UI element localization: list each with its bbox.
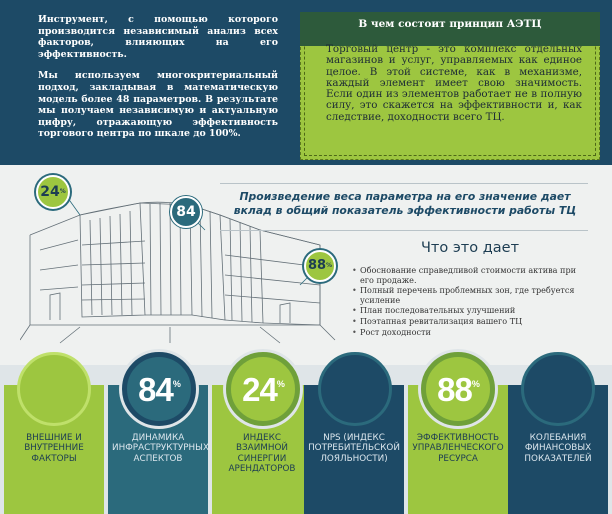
sketch-badge-88-value: 88 — [307, 258, 327, 273]
principle-text: Торговый центр - это комплекс отдельных магазинов и услуг, управляемых как единое целое. В этой системе, как в механизме, каждый элемент имеет свою значимость. Если один из элементов работает не в полную силу, это скажется на эффективности и, как следствие, доходности всего ТЦ. — [326, 43, 582, 123]
circle-management — [421, 352, 495, 426]
sketch-badge-88-unit: % — [326, 262, 333, 269]
sketch-badge-24-unit: % — [59, 188, 66, 195]
card-label: КОЛЕБАНИЯ ФИНАНСОВЫХ ПОКАЗАТЕЛЕЙ — [524, 433, 592, 464]
intro-text — [38, 14, 278, 150]
card-label: ИНДЕКС ВЗАИМНОЙ СИНЕРГИИ АРЕНДАТОРОВ — [228, 433, 296, 475]
card-label: ДИНАМИКА ИНФРАСТРУКТУРНЫХ АСПЕКТОВ — [112, 433, 209, 464]
circle-synergy-value: 24 — [242, 371, 277, 408]
circle-external-factors — [17, 352, 91, 426]
circle-infrastructure-value: 84 — [138, 371, 173, 408]
circle-synergy — [226, 352, 300, 426]
sketch-badge-24 — [36, 175, 70, 209]
circle-infrastructure-unit: % — [172, 379, 180, 389]
circle-financial — [521, 352, 595, 426]
intro-paragraph-2: Мы используем многокритериальный подход, закладывая в математическую модель более 48 параметров. В результате мы получаем независимую и актуальную цифру, отражающую эффективность торгового центра по шкале до 100%. — [38, 70, 278, 140]
circle-management-value: 88 — [437, 371, 472, 408]
intro-paragraph-1: Инструмент, с помощью которого производится независимый анализ всех факторов, влияющих на его эффективность. — [38, 14, 278, 60]
circle-synergy-unit: % — [276, 379, 284, 389]
card-label: ВНЕШНИЕ И ВНУТРЕННИЕ ФАКТОРЫ — [24, 433, 84, 464]
benefits-title: Что это дает — [420, 240, 520, 256]
card-label: NPS (ИНДЕКС ПОТРЕБИТЕЛЬСКОЙ ЛОЯЛЬНОСТИ) — [308, 433, 400, 464]
sketch-badge-84 — [170, 196, 202, 228]
card-label: ЭФФЕКТИВНОСТЬ УПРАВЛЕНЧЕСКОГО РЕСУРСА — [412, 433, 504, 464]
sketch-badge-84-value: 84 — [176, 204, 196, 220]
sketch-badge-88 — [304, 250, 336, 282]
benefit-item: • Поэтапная ревитализация вашего ТЦ — [352, 317, 592, 327]
circle-nps — [318, 352, 392, 426]
principle-title: В чем состоит принцип АЭТЦ — [358, 18, 542, 30]
benefit-item: • Полный перечень проблемных зон, где требуется усиление — [352, 286, 592, 305]
tagline: Произведение веса параметра на его значение дает вклад в общий показатель эффективности работы ТЦ — [233, 190, 577, 217]
benefit-item: • Рост доходности — [352, 328, 592, 338]
sketch-badge-24-value: 24 — [40, 184, 60, 200]
benefits-list — [352, 266, 592, 338]
circle-infrastructure — [122, 352, 196, 426]
benefit-item: • План последовательных улучшений — [352, 306, 592, 316]
benefit-item: • Обоснование справедливой стоимости актива при его продаже. — [352, 266, 592, 285]
circle-management-unit: % — [471, 379, 479, 389]
